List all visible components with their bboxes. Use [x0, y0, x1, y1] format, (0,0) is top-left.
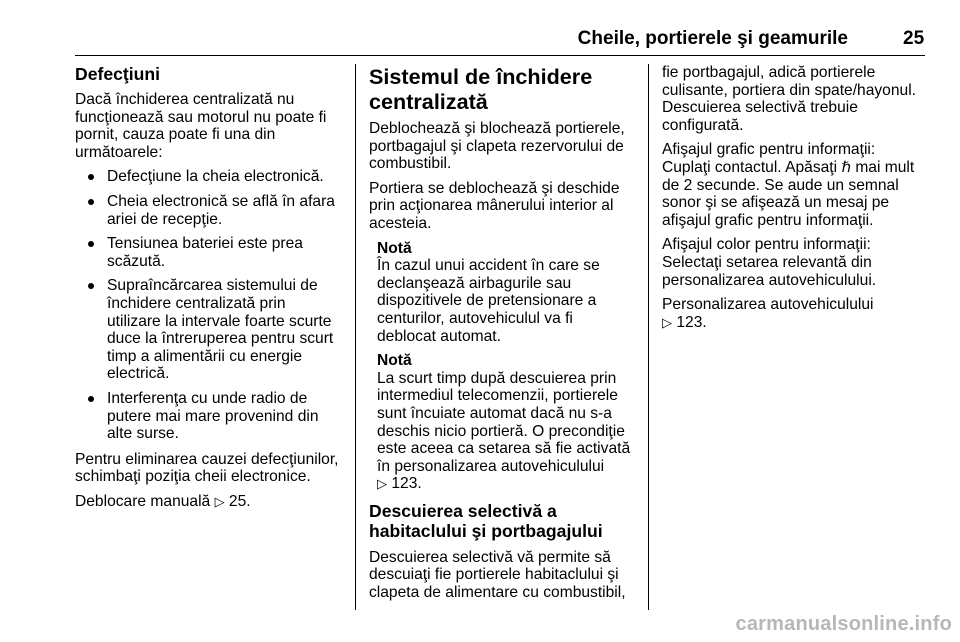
list-item-text: Interferenţa cu unde radio de putere mai mare provenind din alte surse. — [107, 389, 319, 443]
graphic-display-result: mai mult de 2 secunde. Se aude un semnal sonor şi se afişează un mesaj pe afişajul grafic pentru informaţii. — [662, 158, 915, 229]
list-item — [75, 193, 343, 228]
list-item-text: Supraîncărcarea sistemului de închidere centralizată prin utilizare la intervale foarte scurte duce la întreruperea pentru scurt timp a alimentării cu energie electrică. — [107, 277, 334, 383]
list-item — [75, 390, 343, 443]
triangle-ref-icon: ▷ — [214, 494, 225, 510]
manual-unlock-text: Deblocare manuală — [75, 492, 211, 510]
vehicle-personalization-link[interactable]: 123. — [391, 475, 422, 493]
personalization-text: Personalizarea autovehiculului — [662, 296, 874, 314]
manual-unlock-link[interactable]: 25. — [228, 492, 251, 510]
selective-unlock-para: Descuierea selectivă vă permite să descuiaţi fie portierele habitaclului şi clapeta de alimentare cu combustibil, — [369, 548, 626, 602]
header-divider — [75, 55, 925, 56]
manual-unlock-paragraph — [75, 493, 343, 512]
note-title: Notă — [377, 352, 412, 370]
note-text — [377, 370, 635, 494]
central-locking-para-2: Portiera se deblochează şi deschide prin acţionarea mânerului interior al acesteia. — [369, 179, 620, 232]
column-1 — [75, 64, 343, 518]
list-item — [75, 168, 343, 186]
note-text: În cazul unui accident în care se declanşează airbagurile sau dispozitivele de pretensionare a centurilor, autovehiculul va fi deblocat automat. — [377, 257, 600, 345]
triangle-ref-icon: ▷ — [662, 315, 672, 331]
note-title: Notă — [377, 239, 412, 257]
list-item-text: Defecţiune la cheia electronică. — [107, 168, 324, 186]
page-header — [0, 0, 960, 58]
note-text-body: La scurt timp după descuierea prin intermediul telecomenzii, portierele sunt încuiate automat dacă nu s-a deschis nicio portieră. O precondiţie este aceea ca setarea să fie activată în personalizarea autovehiculului — [377, 369, 631, 475]
triangle-ref-icon: ▷ — [377, 477, 387, 493]
defects-intro: Dacă închiderea centralizată nu funcţionează sau motorul nu poate fi pornit, cauza poate fi una din următoarele: — [75, 91, 327, 161]
list-item-text: Tensiunea bateriei este prea scăzută. — [107, 235, 303, 270]
bullet-icon — [88, 241, 94, 247]
column-2 — [369, 64, 635, 609]
column-3 — [662, 64, 928, 339]
page-number: 25 — [903, 28, 925, 49]
color-display-paragraph: Afişajul color pentru informaţii: Selectaţi setarea relevantă din personalizarea autovehiculului. — [662, 236, 877, 289]
bullet-icon — [88, 174, 94, 180]
personalization-paragraph — [662, 296, 928, 332]
note-box-1 — [369, 240, 635, 346]
section-heading-central-locking: Sistemul de închidere centralizată — [369, 64, 593, 114]
phone-key-icon: ℏ — [841, 157, 851, 176]
note-box-2 — [369, 352, 635, 494]
bullet-icon — [88, 283, 94, 289]
list-item — [75, 277, 343, 383]
defects-list — [75, 168, 343, 442]
list-item-text: Cheia electronică se află în afara ariei de recepţie. — [107, 192, 335, 228]
chapter-title: Cheile, portierele şi geamurile — [577, 28, 848, 49]
column-divider-2 — [648, 64, 649, 610]
column-divider-1 — [355, 64, 356, 610]
remedy-text: Pentru eliminarea cauzei defecţiunilor, schimbaţi poziţia cheii electronice. — [75, 450, 339, 486]
bullet-icon — [88, 396, 94, 402]
graphic-display-instruction: Cuplaţi contactul. Apăsaţi — [662, 158, 838, 176]
graphic-display-paragraph — [662, 141, 928, 229]
personalization-link[interactable]: 123. — [676, 313, 707, 331]
selective-unlock-continued: fie portbagajul, adică portierele culisante, portiera din spate/hayonul. Descuierea selectivă trebuie configurată. — [662, 64, 916, 134]
list-item — [75, 235, 343, 270]
bullet-icon — [88, 199, 94, 205]
watermark: carmanualsonline.info — [735, 613, 952, 635]
central-locking-para-1: Deblochează şi blochează portierele, portbagajul şi clapeta rezervorului de combustibil. — [369, 120, 625, 173]
section-heading-defects: Defecţiuni — [75, 64, 161, 84]
graphic-display-label: Afişajul grafic pentru informaţii: — [662, 141, 876, 159]
section-heading-selective-unlock: Descuierea selectivă a habitaclului şi portbagajului — [369, 500, 603, 542]
